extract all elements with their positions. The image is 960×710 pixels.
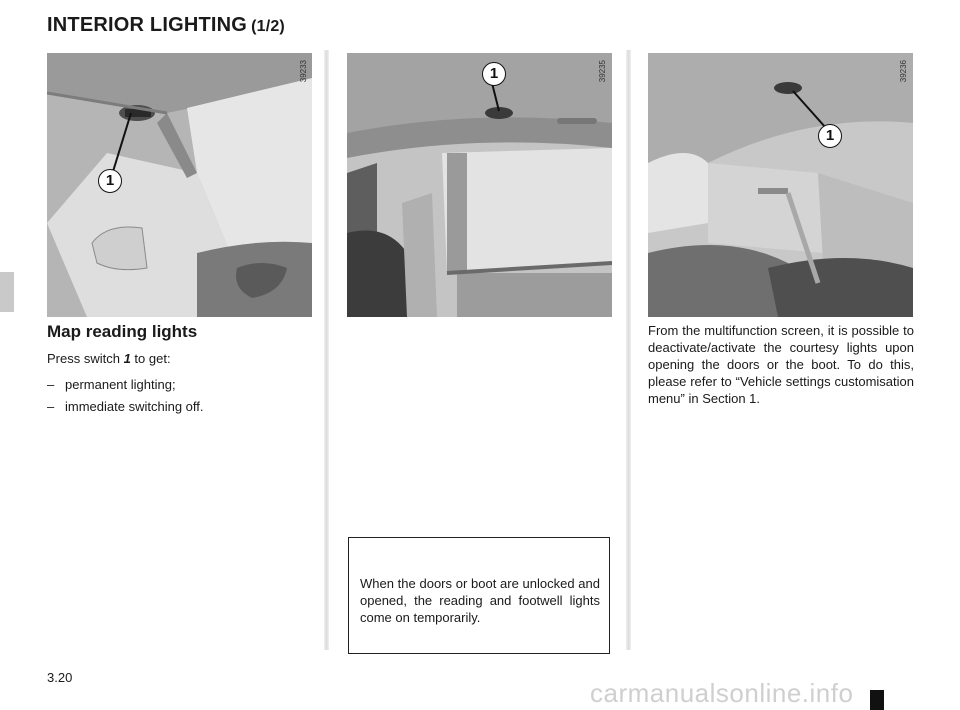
callout-marker: 1 — [482, 62, 506, 86]
watermark: carmanualsonline.info — [590, 678, 854, 708]
figure-front-interior — [47, 53, 312, 317]
intro-text-end: to get: — [130, 351, 171, 366]
figure-reference: 39235 — [598, 60, 607, 83]
list-dash: – — [47, 399, 55, 414]
page-title-text: INTERIOR LIGHTING — [47, 14, 248, 36]
page-corner-mark — [870, 690, 884, 710]
car-interior-side-window-photo-icon — [347, 53, 612, 317]
column-divider — [626, 50, 631, 650]
page-title — [47, 14, 285, 37]
page-number: 3.20 — [47, 670, 73, 685]
callout-marker: 1 — [98, 169, 122, 193]
column-divider — [324, 50, 329, 650]
list-item — [47, 398, 204, 415]
list-item-text: immediate switching off. — [65, 399, 204, 414]
note-text: When the doors or boot are unlocked and opened, the reading and footwell lights come on temporarily. — [360, 576, 600, 625]
figure-rear-cabin — [648, 53, 913, 317]
callout-marker: 1 — [818, 124, 842, 148]
section-side-tab — [0, 272, 14, 312]
instruction-intro — [47, 350, 171, 367]
section-heading: Map reading lights — [47, 322, 198, 341]
note-box — [348, 537, 610, 654]
switch-number: 1 — [123, 351, 131, 366]
car-interior-rear-cabin-photo-icon — [648, 53, 913, 317]
courtesy-lights-paragraph: From the multifunction screen, it is possible to deactivate/activate the courtesy lights upon opening the doors or the boot. To do this, please refer to “Vehicle settings customisation menu” in Section 1. — [648, 323, 914, 406]
list-dash: – — [47, 377, 55, 392]
page-title-part: (1/2) — [251, 18, 285, 35]
car-interior-front-photo-icon — [47, 53, 312, 317]
figure-side-window — [347, 53, 612, 317]
figure-reference: 39236 — [899, 60, 908, 83]
list-item-text: permanent lighting; — [65, 377, 176, 392]
list-item — [47, 376, 176, 393]
figure-reference: 39233 — [299, 60, 308, 83]
intro-text: Press switch — [47, 351, 124, 366]
